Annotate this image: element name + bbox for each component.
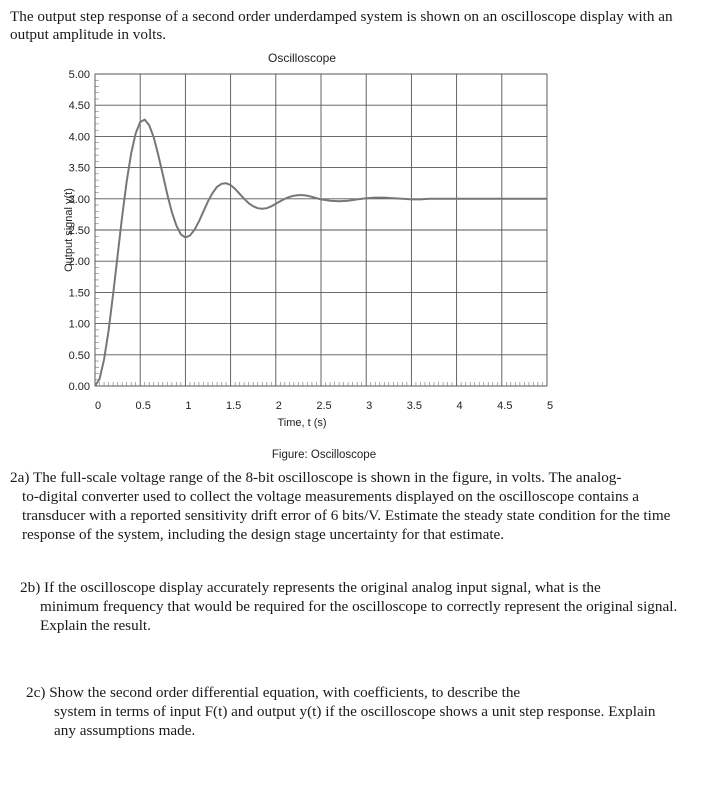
x-tick-label: 5 — [546, 400, 554, 412]
x-tick-label: 4 — [456, 400, 463, 412]
y-tick-label: 0.00 — [68, 381, 90, 393]
y-tick-label: 3.00 — [68, 193, 90, 206]
x-tick-label: 1 — [185, 400, 192, 412]
intro-paragraph: The output step response of a second order underdamped system is shown on an oscilloscope display with an output amplitude in volts. — [10, 8, 673, 43]
x-tick-label: 4.5 — [497, 400, 513, 412]
x-tick-label: 3.5 — [406, 400, 423, 412]
question-2a-text: to-digital converter used to collect the voltage measurements displayed on the oscilloscope contains a transducer with a reported sensitivity drift error of 6 bits/V. Estimate the steady state condition for the time response of the system, including the design stage uncertainty for that estimate. — [22, 488, 671, 543]
question-2c-label: 2c) — [26, 684, 46, 701]
y-tick-label: 5.00 — [68, 69, 90, 81]
question-2c-text: system in terms of input F(t) and output y(t) if the oscilloscope shows a unit step response. Explain any assumptions made. — [54, 703, 656, 739]
question-2a-label: 2a) — [10, 469, 30, 486]
x-axis-label: Time, t (s) — [277, 417, 327, 429]
x-tick-label: 3 — [366, 400, 373, 412]
question-2a-first-line: The full-scale voltage range of the 8-bit oscilloscope is shown in the figure, in volts. The analog- — [32, 469, 622, 486]
figure-caption: Figure: Oscilloscope — [271, 449, 377, 461]
y-tick-label: 1.00 — [68, 318, 90, 331]
question-2a — [10, 468, 690, 544]
question-2b-label: 2b) — [20, 579, 41, 596]
question-2b-text: minimum frequency that would be required for the oscilloscope to correctly represent the original signal. Explain the result. — [40, 598, 678, 634]
x-tick-label: 2 — [275, 400, 282, 412]
x-tick-label: 2.5 — [316, 400, 332, 412]
x-tick-label: 1.5 — [225, 400, 242, 412]
x-tick-label: 0 — [94, 400, 102, 412]
y-tick-label: 4.50 — [68, 100, 90, 113]
y-axis-label: Output signal y(t) — [63, 188, 75, 272]
chart-title: Oscilloscope — [267, 51, 337, 65]
question-2b — [20, 578, 680, 635]
question-2c-first-line: Show the second order differential equation, with coefficients, to describe the — [49, 684, 521, 701]
question-2c — [26, 683, 666, 740]
y-tick-label: 4.00 — [68, 131, 90, 144]
y-tick-label: 2.00 — [68, 256, 90, 269]
y-tick-label: 2.50 — [68, 225, 90, 237]
x-tick-label: 0.5 — [135, 400, 151, 412]
question-2b-first-line: If the oscilloscope display accurately represents the original analog input signal, what is the — [44, 579, 601, 596]
y-tick-label: 0.50 — [68, 349, 90, 362]
y-tick-label: 3.50 — [68, 162, 90, 175]
y-tick-label: 1.50 — [68, 287, 90, 300]
